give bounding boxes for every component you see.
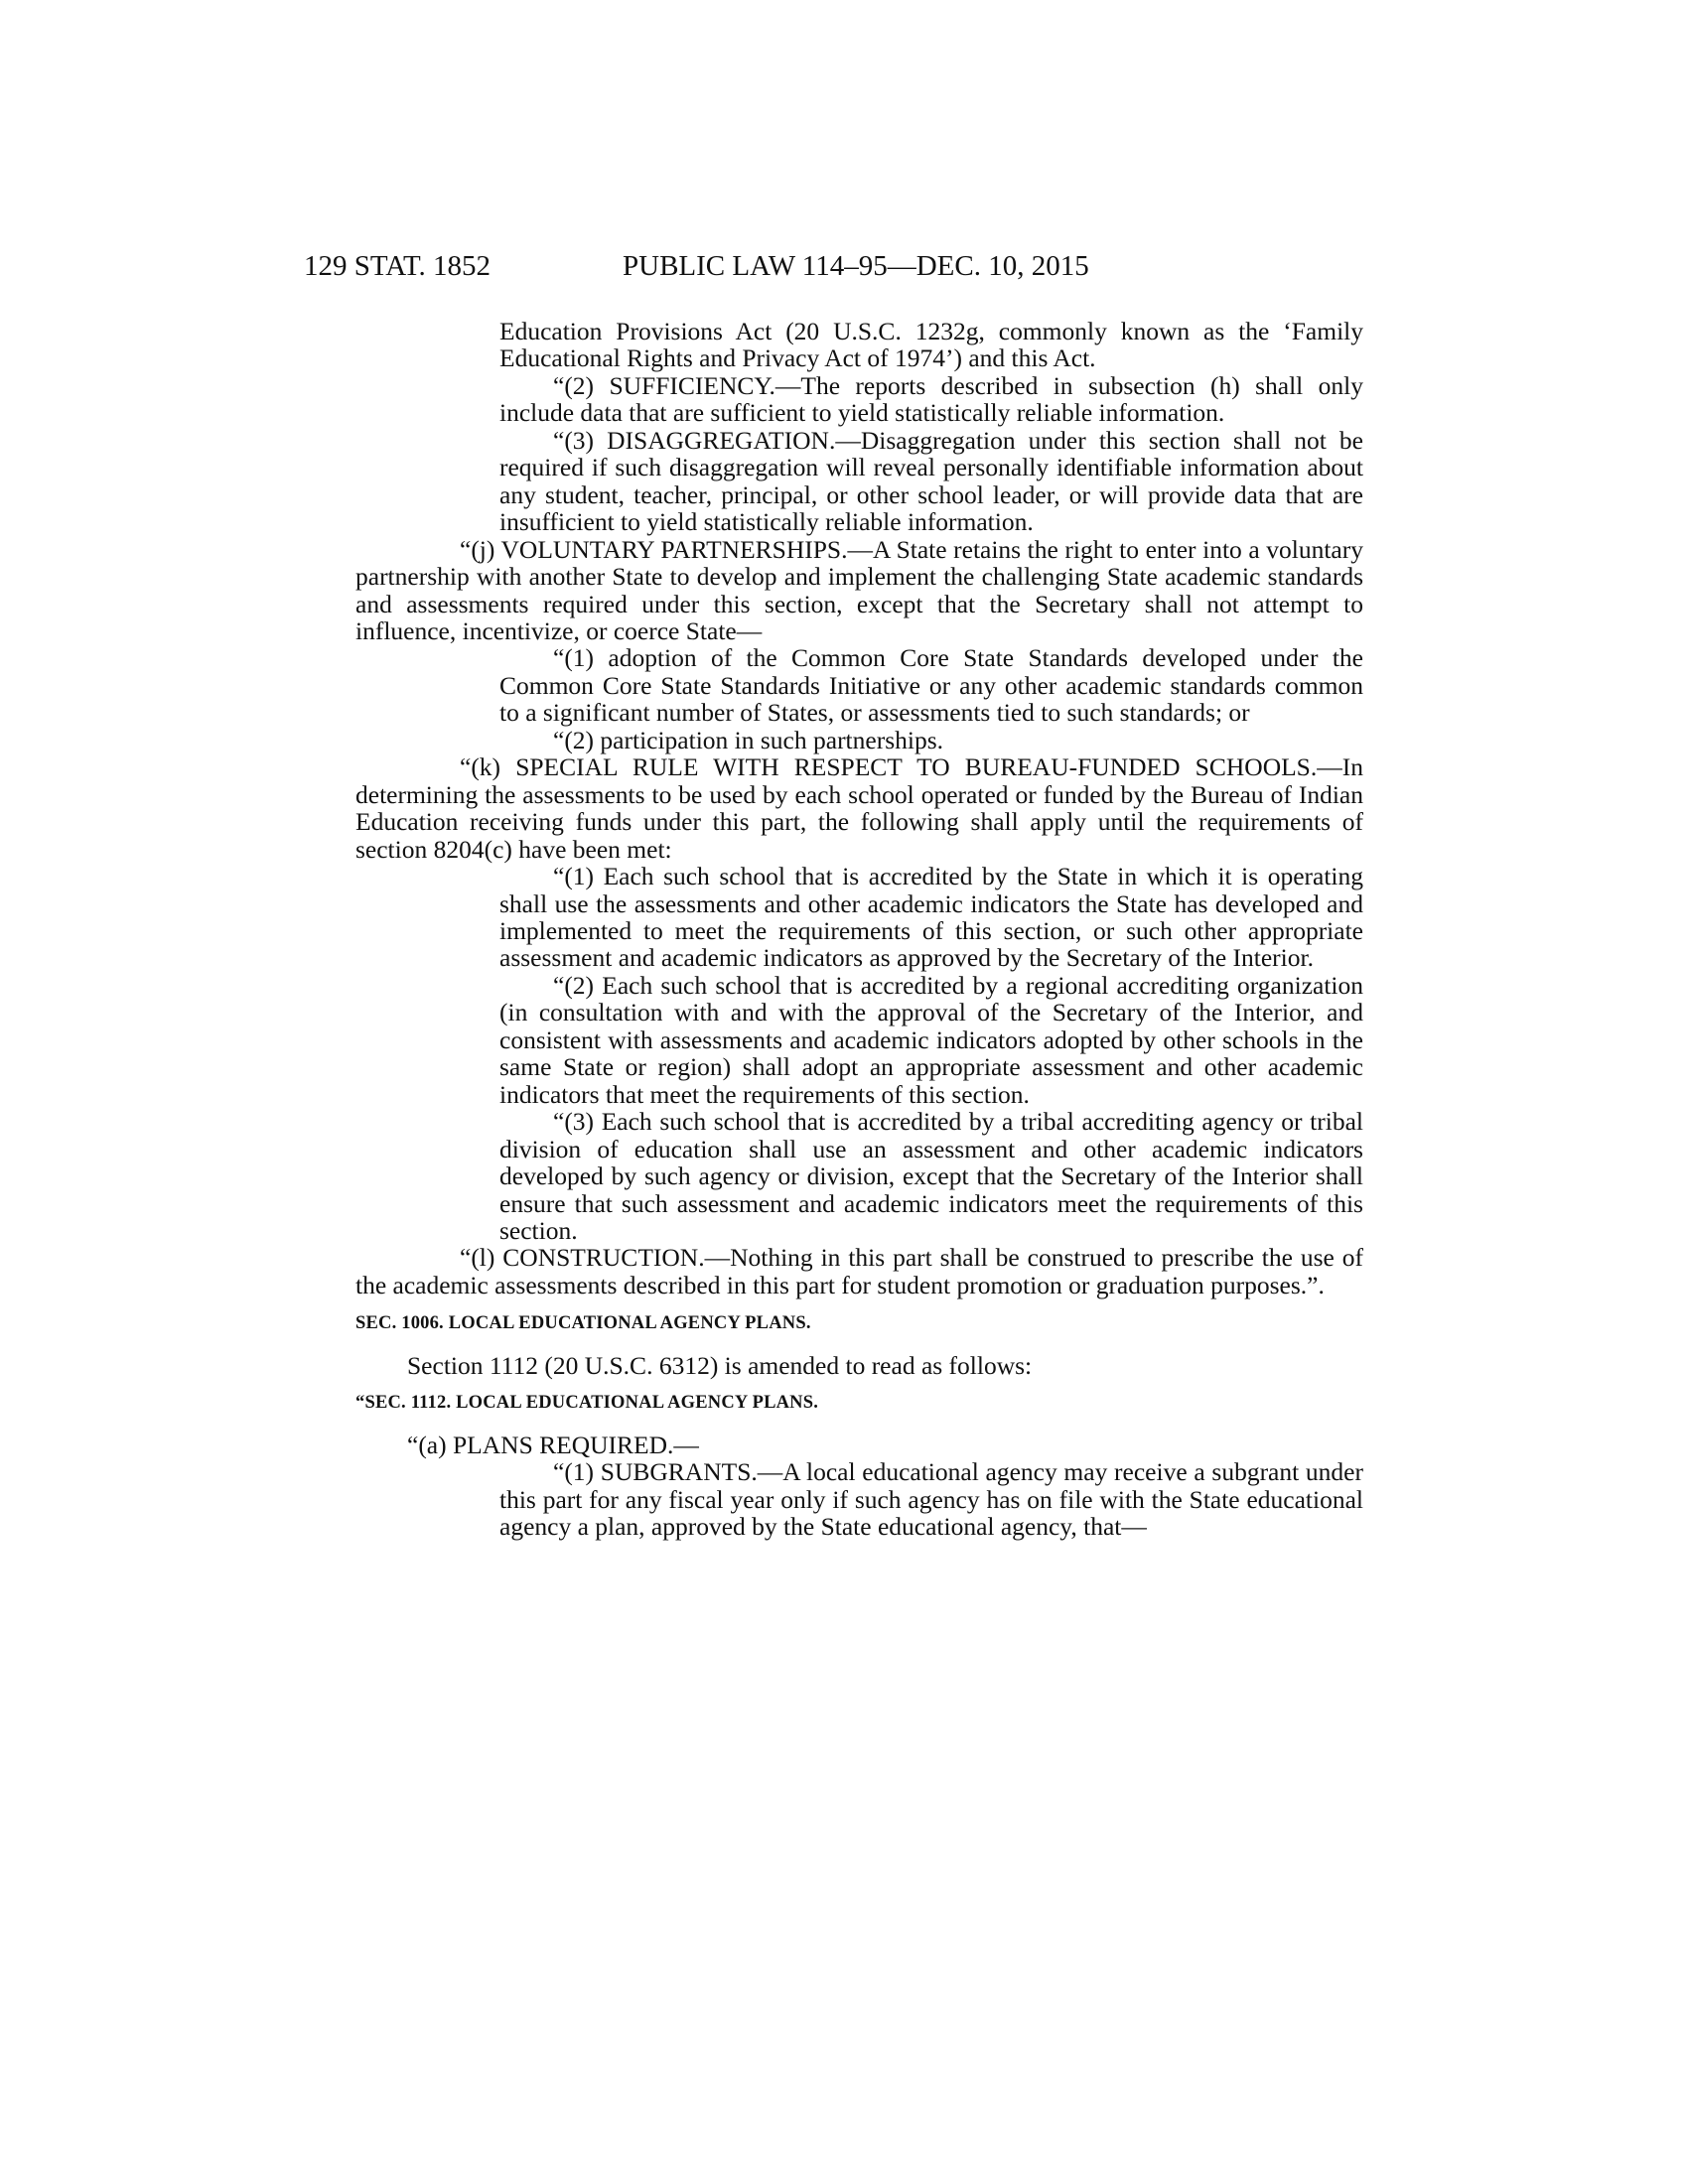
paragraph-construction: “(l) CONSTRUCTION.—Nothing in this part shall be construed to prescribe the use of the academic assessments described in this part for student promotion or graduation purposes.”. bbox=[355, 1243, 1363, 1299]
paragraph-tribal-accredited: “(3) Each such school that is accredited by a tribal accrediting agency or tribal division of education shall use an assessment and other academic indicators developed by such agency or division, except that the Secretary of the Interior shall ensure that such assessment and academic indicators meet the requirements of this section. bbox=[499, 1107, 1363, 1245]
paragraph-state-accredited: “(1) Each such school that is accredited by the State in which it is operating shall use the assessments and other academic indicators the State has developed and implemented to meet the requirements of this section, or such other appropriate assessment and academic indicators as approved by the Secretary of the Interior. bbox=[499, 862, 1363, 973]
paragraph-sufficiency: “(2) SUFFICIENCY.—The reports described in subsection (h) shall only include data that are sufficient to yield statistically reliable information. bbox=[499, 370, 1363, 428]
paragraph-participation: “(2) participation in such partnerships. bbox=[553, 725, 944, 754]
paragraph-common-core: “(1) adoption of the Common Core State Standards developed under the Common Core State Standards Initiative or any other academic standards common to a significant number of States, or assessments tied to such standards; or bbox=[499, 643, 1363, 728]
page-number: 129 STAT. 1852 bbox=[304, 250, 492, 282]
paragraph-plans-required: “(a) PLANS REQUIRED.— bbox=[407, 1430, 699, 1459]
paragraph-continuation: Education Provisions Act (20 U.S.C. 1232g, commonly known as the ‘Family Educational Rights and Privacy Act of 1974’) and this Act. bbox=[499, 317, 1363, 373]
law-title: PUBLIC LAW 114–95—DEC. 10, 2015 bbox=[623, 250, 1089, 282]
paragraph-special-rule: “(k) SPECIAL RULE WITH RESPECT TO BUREAU-FUNDED SCHOOLS.—In determining the assessments to be used by each school operated or funded by the Bureau of Indian Education receiving funds under this part, the following shall apply until the requirements of section 8204(c) have been met: bbox=[355, 752, 1363, 864]
running-header bbox=[304, 246, 1366, 286]
section-heading-1006: SEC. 1006. LOCAL EDUCATIONAL AGENCY PLANS. bbox=[355, 1313, 811, 1334]
paragraph-disaggregation: “(3) DISAGGREGATION.—Disaggregation under this section shall not be required if such disaggregation will reveal personally identifiable information about any student, teacher, principal, or other school leader, or will provide data that are insufficient to yield statistically reliable information. bbox=[499, 425, 1363, 537]
section-heading-1112: “SEC. 1112. LOCAL EDUCATIONAL AGENCY PLANS. bbox=[355, 1393, 819, 1414]
paragraph-regional-accredited: “(2) Each such school that is accredited by a regional accrediting organization (in consultation with and with the approval of the Secretary of the Interior, and consistent with assessments and academic indicators adopted by other schools in the same State or region) shall adopt an appropriate assessment and other academic indicators that meet the requirements of this section. bbox=[499, 970, 1363, 1109]
document-body bbox=[355, 317, 1363, 1542]
paragraph-amendment: Section 1112 (20 U.S.C. 6312) is amended to read as follows: bbox=[407, 1350, 1033, 1380]
paragraph-subgrants: “(1) SUBGRANTS.—A local educational agency may receive a subgrant under this part for any fiscal year only if such agency has on file with the State educational agency a plan, approved by the State educational agency, that— bbox=[499, 1457, 1363, 1542]
paragraph-voluntary-partnerships: “(j) VOLUNTARY PARTNERSHIPS.—A State retains the right to enter into a voluntary partnership with another State to develop and implement the challenging State academic standards and assessments required under this section, except that the Secretary shall not attempt to influence, incentivize, or coerce State— bbox=[355, 534, 1363, 645]
